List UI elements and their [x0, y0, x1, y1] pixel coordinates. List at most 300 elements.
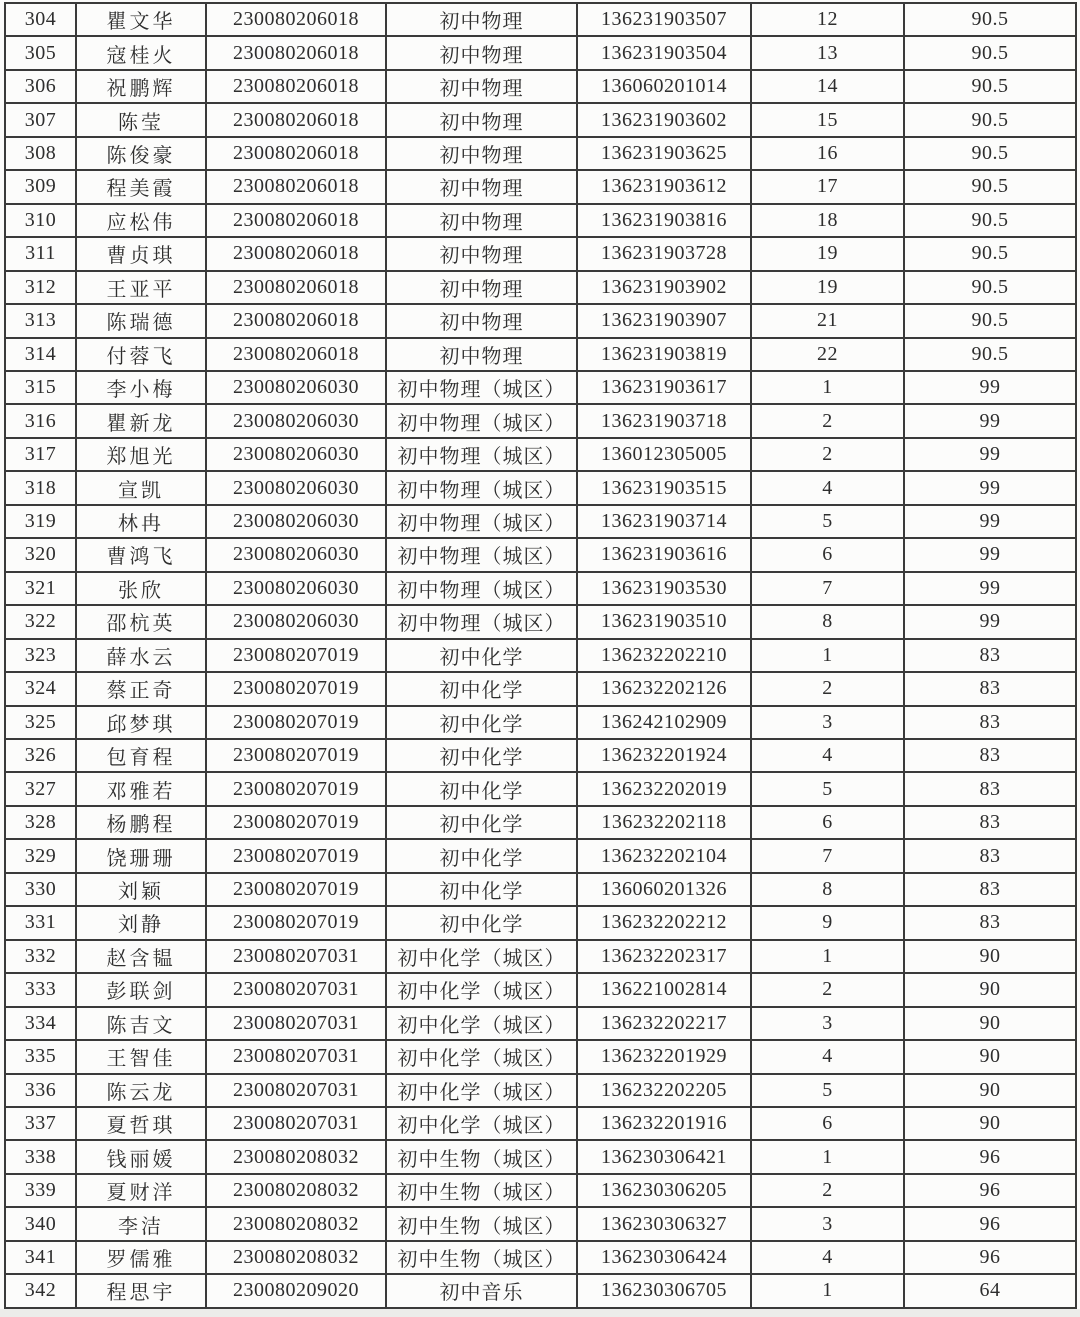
table-row [5, 772, 1076, 805]
cell-seq: 304 [5, 3, 76, 36]
cell-name: 邓雅若 [76, 772, 206, 805]
table-row [5, 404, 1076, 437]
cell-position-code: 230080206018 [206, 271, 386, 304]
cell-seq: 305 [5, 36, 76, 69]
cell-exam-number: 136232202317 [577, 940, 751, 973]
table-row [5, 438, 1076, 471]
table-row [5, 1207, 1076, 1240]
cell-subject: 初中物理 [386, 103, 577, 136]
cell-seq: 316 [5, 404, 76, 437]
cell-score: 99 [904, 572, 1076, 605]
table-row [5, 170, 1076, 203]
cell-subject: 初中化学 [386, 906, 577, 939]
table-row [5, 70, 1076, 103]
cell-rank: 8 [751, 873, 904, 906]
cell-name: 杨鹏程 [76, 806, 206, 839]
cell-score: 96 [904, 1140, 1076, 1173]
cell-seq: 326 [5, 739, 76, 772]
table-row [5, 304, 1076, 337]
cell-score: 99 [904, 505, 1076, 538]
cell-score: 83 [904, 806, 1076, 839]
cell-rank: 21 [751, 304, 904, 337]
cell-rank: 1 [751, 639, 904, 672]
cell-position-code: 230080206030 [206, 538, 386, 571]
cell-rank: 4 [751, 1040, 904, 1073]
cell-score: 99 [904, 438, 1076, 471]
cell-exam-number: 136012305005 [577, 438, 751, 471]
cell-seq: 315 [5, 371, 76, 404]
cell-exam-number: 136230306205 [577, 1174, 751, 1207]
cell-position-code: 230080206018 [206, 204, 386, 237]
cell-exam-number: 136232202217 [577, 1007, 751, 1040]
cell-rank: 2 [751, 1174, 904, 1207]
cell-position-code: 230080206018 [206, 36, 386, 69]
cell-score: 90 [904, 1040, 1076, 1073]
cell-position-code: 230080208032 [206, 1140, 386, 1173]
table-row [5, 471, 1076, 504]
cell-seq: 321 [5, 572, 76, 605]
cell-exam-number: 136232201929 [577, 1040, 751, 1073]
table-row [5, 572, 1076, 605]
table-row [5, 538, 1076, 571]
cell-exam-number: 136231903510 [577, 605, 751, 638]
cell-score: 83 [904, 739, 1076, 772]
page-bottom-margin [0, 1309, 1080, 1317]
cell-position-code: 230080206018 [206, 170, 386, 203]
cell-position-code: 230080206018 [206, 237, 386, 270]
cell-score: 64 [904, 1274, 1076, 1307]
cell-rank: 1 [751, 371, 904, 404]
cell-subject: 初中物理（城区） [386, 471, 577, 504]
cell-rank: 3 [751, 1207, 904, 1240]
cell-score: 90 [904, 1007, 1076, 1040]
cell-name: 李洁 [76, 1207, 206, 1240]
cell-name: 应松伟 [76, 204, 206, 237]
cell-subject: 初中物理 [386, 137, 577, 170]
cell-name: 寇桂火 [76, 36, 206, 69]
cell-subject: 初中音乐 [386, 1274, 577, 1307]
cell-exam-number: 136231903816 [577, 204, 751, 237]
cell-rank: 16 [751, 137, 904, 170]
table-row [5, 806, 1076, 839]
cell-name: 罗儒雅 [76, 1241, 206, 1274]
cell-subject: 初中物理 [386, 271, 577, 304]
cell-rank: 8 [751, 605, 904, 638]
cell-exam-number: 136232202212 [577, 906, 751, 939]
cell-subject: 初中物理 [386, 170, 577, 203]
cell-rank: 2 [751, 672, 904, 705]
table-row [5, 271, 1076, 304]
cell-name: 陈莹 [76, 103, 206, 136]
cell-score: 99 [904, 371, 1076, 404]
cell-seq: 328 [5, 806, 76, 839]
cell-subject: 初中生物（城区） [386, 1174, 577, 1207]
cell-name: 王智佳 [76, 1040, 206, 1073]
cell-rank: 6 [751, 538, 904, 571]
cell-seq: 335 [5, 1040, 76, 1073]
cell-seq: 320 [5, 538, 76, 571]
cell-exam-number: 136231903612 [577, 170, 751, 203]
cell-position-code: 230080207019 [206, 906, 386, 939]
cell-subject: 初中物理 [386, 3, 577, 36]
cell-rank: 6 [751, 1107, 904, 1140]
cell-exam-number: 136230306424 [577, 1241, 751, 1274]
cell-exam-number: 136231903602 [577, 103, 751, 136]
cell-seq: 319 [5, 505, 76, 538]
table-row [5, 906, 1076, 939]
cell-score: 90.5 [904, 304, 1076, 337]
cell-position-code: 230080206030 [206, 438, 386, 471]
cell-score: 90.5 [904, 70, 1076, 103]
table-row [5, 940, 1076, 973]
cell-position-code: 230080207031 [206, 1007, 386, 1040]
cell-name: 邵杭英 [76, 605, 206, 638]
cell-seq: 312 [5, 271, 76, 304]
cell-exam-number: 136231903530 [577, 572, 751, 605]
cell-name: 祝鹏辉 [76, 70, 206, 103]
cell-subject: 初中物理（城区） [386, 505, 577, 538]
cell-score: 96 [904, 1241, 1076, 1274]
cell-exam-number: 136231903819 [577, 338, 751, 371]
cell-subject: 初中生物（城区） [386, 1140, 577, 1173]
cell-position-code: 230080207019 [206, 706, 386, 739]
cell-subject: 初中化学（城区） [386, 940, 577, 973]
table-row [5, 1074, 1076, 1107]
cell-rank: 2 [751, 404, 904, 437]
cell-seq: 337 [5, 1107, 76, 1140]
table-row [5, 204, 1076, 237]
table-row [5, 338, 1076, 371]
cell-score: 90 [904, 1074, 1076, 1107]
cell-position-code: 230080207019 [206, 873, 386, 906]
cell-exam-number: 136231903902 [577, 271, 751, 304]
cell-rank: 7 [751, 572, 904, 605]
cell-position-code: 230080208032 [206, 1207, 386, 1240]
cell-position-code: 230080207031 [206, 973, 386, 1006]
cell-seq: 314 [5, 338, 76, 371]
cell-rank: 1 [751, 940, 904, 973]
cell-name: 陈瑞德 [76, 304, 206, 337]
cell-position-code: 230080207031 [206, 1040, 386, 1073]
cell-score: 90.5 [904, 103, 1076, 136]
cell-subject: 初中化学 [386, 739, 577, 772]
cell-exam-number: 136232202126 [577, 672, 751, 705]
cell-name: 饶珊珊 [76, 839, 206, 872]
cell-rank: 7 [751, 839, 904, 872]
cell-rank: 4 [751, 739, 904, 772]
cell-subject: 初中物理（城区） [386, 438, 577, 471]
cell-seq: 338 [5, 1140, 76, 1173]
cell-position-code: 230080206030 [206, 605, 386, 638]
cell-seq: 323 [5, 639, 76, 672]
cell-rank: 3 [751, 1007, 904, 1040]
cell-score: 99 [904, 471, 1076, 504]
cell-exam-number: 136221002814 [577, 973, 751, 1006]
cell-rank: 12 [751, 3, 904, 36]
cell-exam-number: 136231903616 [577, 538, 751, 571]
table-row [5, 1107, 1076, 1140]
cell-name: 陈俊豪 [76, 137, 206, 170]
cell-seq: 331 [5, 906, 76, 939]
cell-subject: 初中化学 [386, 639, 577, 672]
cell-subject: 初中化学（城区） [386, 1007, 577, 1040]
cell-rank: 9 [751, 906, 904, 939]
cell-score: 96 [904, 1174, 1076, 1207]
table-row [5, 1007, 1076, 1040]
cell-score: 90.5 [904, 36, 1076, 69]
cell-seq: 339 [5, 1174, 76, 1207]
cell-name: 曹贞琪 [76, 237, 206, 270]
cell-subject: 初中化学 [386, 873, 577, 906]
cell-name: 程思宇 [76, 1274, 206, 1307]
cell-position-code: 230080207031 [206, 940, 386, 973]
cell-score: 90.5 [904, 3, 1076, 36]
cell-seq: 333 [5, 973, 76, 1006]
cell-score: 99 [904, 404, 1076, 437]
cell-score: 90.5 [904, 237, 1076, 270]
cell-subject: 初中物理 [386, 204, 577, 237]
cell-exam-number: 136231903714 [577, 505, 751, 538]
cell-name: 蔡正奇 [76, 672, 206, 705]
cell-seq: 330 [5, 873, 76, 906]
table-row [5, 36, 1076, 69]
cell-exam-number: 136231903907 [577, 304, 751, 337]
cell-score: 90.5 [904, 170, 1076, 203]
cell-rank: 4 [751, 1241, 904, 1274]
cell-subject: 初中生物（城区） [386, 1207, 577, 1240]
cell-position-code: 230080206018 [206, 70, 386, 103]
cell-score: 83 [904, 706, 1076, 739]
cell-rank: 13 [751, 36, 904, 69]
table-row [5, 739, 1076, 772]
table-row [5, 873, 1076, 906]
cell-seq: 341 [5, 1241, 76, 1274]
cell-seq: 324 [5, 672, 76, 705]
cell-name: 彭联剑 [76, 973, 206, 1006]
cell-subject: 初中化学（城区） [386, 1107, 577, 1140]
cell-subject: 初中化学 [386, 706, 577, 739]
cell-rank: 5 [751, 772, 904, 805]
cell-position-code: 230080207031 [206, 1107, 386, 1140]
cell-seq: 306 [5, 70, 76, 103]
cell-exam-number: 136230306327 [577, 1207, 751, 1240]
table-row [5, 505, 1076, 538]
cell-seq: 340 [5, 1207, 76, 1240]
cell-subject: 初中物理（城区） [386, 404, 577, 437]
table-row [5, 605, 1076, 638]
cell-position-code: 230080207019 [206, 806, 386, 839]
cell-score: 83 [904, 672, 1076, 705]
cell-name: 郑旭光 [76, 438, 206, 471]
cell-exam-number: 136231903625 [577, 137, 751, 170]
cell-subject: 初中物理（城区） [386, 371, 577, 404]
cell-rank: 1 [751, 1274, 904, 1307]
cell-exam-number: 136232202019 [577, 772, 751, 805]
cell-position-code: 230080206030 [206, 505, 386, 538]
cell-score: 90.5 [904, 137, 1076, 170]
cell-name: 王亚平 [76, 271, 206, 304]
cell-score: 96 [904, 1207, 1076, 1240]
cell-exam-number: 136231903728 [577, 237, 751, 270]
cell-name: 程美霞 [76, 170, 206, 203]
cell-subject: 初中化学 [386, 672, 577, 705]
cell-subject: 初中化学（城区） [386, 1040, 577, 1073]
cell-score: 83 [904, 906, 1076, 939]
cell-subject: 初中物理 [386, 338, 577, 371]
cell-seq: 313 [5, 304, 76, 337]
cell-seq: 311 [5, 237, 76, 270]
cell-rank: 15 [751, 103, 904, 136]
cell-exam-number: 136060201014 [577, 70, 751, 103]
cell-seq: 318 [5, 471, 76, 504]
cell-score: 83 [904, 639, 1076, 672]
cell-position-code: 230080207031 [206, 1074, 386, 1107]
cell-subject: 初中物理 [386, 70, 577, 103]
table-row [5, 371, 1076, 404]
table-row [5, 639, 1076, 672]
cell-position-code: 230080206018 [206, 304, 386, 337]
exam-result-table-body [5, 3, 1076, 1308]
cell-exam-number: 136232201916 [577, 1107, 751, 1140]
cell-subject: 初中物理 [386, 36, 577, 69]
cell-rank: 5 [751, 1074, 904, 1107]
table-row [5, 1174, 1076, 1207]
cell-exam-number: 136231903718 [577, 404, 751, 437]
cell-exam-number: 136242102909 [577, 706, 751, 739]
cell-subject: 初中物理（城区） [386, 572, 577, 605]
cell-seq: 309 [5, 170, 76, 203]
cell-name: 陈吉文 [76, 1007, 206, 1040]
cell-seq: 322 [5, 605, 76, 638]
cell-name: 陈云龙 [76, 1074, 206, 1107]
cell-score: 90.5 [904, 204, 1076, 237]
cell-score: 83 [904, 839, 1076, 872]
cell-name: 刘静 [76, 906, 206, 939]
cell-score: 83 [904, 772, 1076, 805]
cell-position-code: 230080208032 [206, 1241, 386, 1274]
cell-score: 90.5 [904, 271, 1076, 304]
table-row [5, 1274, 1076, 1307]
cell-subject: 初中化学 [386, 772, 577, 805]
cell-rank: 6 [751, 806, 904, 839]
exam-result-table [4, 2, 1077, 1309]
cell-exam-number: 136232202205 [577, 1074, 751, 1107]
table-row [5, 1140, 1076, 1173]
table-row [5, 137, 1076, 170]
cell-name: 付蓉飞 [76, 338, 206, 371]
table-row [5, 672, 1076, 705]
cell-seq: 332 [5, 940, 76, 973]
cell-name: 瞿新龙 [76, 404, 206, 437]
cell-seq: 317 [5, 438, 76, 471]
cell-name: 李小梅 [76, 371, 206, 404]
cell-rank: 22 [751, 338, 904, 371]
cell-position-code: 230080206030 [206, 371, 386, 404]
cell-score: 99 [904, 605, 1076, 638]
cell-seq: 308 [5, 137, 76, 170]
cell-position-code: 230080206030 [206, 572, 386, 605]
cell-name: 宣凯 [76, 471, 206, 504]
cell-exam-number: 136231903504 [577, 36, 751, 69]
cell-position-code: 230080207019 [206, 672, 386, 705]
cell-position-code: 230080207019 [206, 772, 386, 805]
cell-exam-number: 136232201924 [577, 739, 751, 772]
cell-position-code: 230080206018 [206, 338, 386, 371]
cell-subject: 初中生物（城区） [386, 1241, 577, 1274]
cell-subject: 初中化学 [386, 839, 577, 872]
table-row [5, 973, 1076, 1006]
cell-name: 瞿文华 [76, 3, 206, 36]
cell-exam-number: 136232202210 [577, 639, 751, 672]
cell-rank: 2 [751, 973, 904, 1006]
cell-seq: 310 [5, 204, 76, 237]
cell-rank: 3 [751, 706, 904, 739]
cell-exam-number: 136231903515 [577, 471, 751, 504]
cell-subject: 初中物理（城区） [386, 538, 577, 571]
cell-position-code: 230080206018 [206, 3, 386, 36]
cell-seq: 342 [5, 1274, 76, 1307]
cell-subject: 初中物理 [386, 304, 577, 337]
cell-rank: 14 [751, 70, 904, 103]
cell-exam-number: 136060201326 [577, 873, 751, 906]
cell-name: 刘颖 [76, 873, 206, 906]
cell-name: 夏哲琪 [76, 1107, 206, 1140]
cell-subject: 初中物理 [386, 237, 577, 270]
cell-rank: 19 [751, 237, 904, 270]
cell-name: 张欣 [76, 572, 206, 605]
cell-score: 90 [904, 1107, 1076, 1140]
cell-subject: 初中物理（城区） [386, 605, 577, 638]
table-row [5, 103, 1076, 136]
cell-rank: 2 [751, 438, 904, 471]
table-row [5, 1241, 1076, 1274]
cell-exam-number: 136230306705 [577, 1274, 751, 1307]
cell-exam-number: 136231903507 [577, 3, 751, 36]
cell-position-code: 230080206030 [206, 404, 386, 437]
cell-position-code: 230080206030 [206, 471, 386, 504]
cell-name: 包育程 [76, 739, 206, 772]
cell-position-code: 230080206018 [206, 137, 386, 170]
cell-name: 钱丽媛 [76, 1140, 206, 1173]
cell-position-code: 230080209020 [206, 1274, 386, 1307]
cell-exam-number: 136232202118 [577, 806, 751, 839]
cell-position-code: 230080208032 [206, 1174, 386, 1207]
cell-rank: 5 [751, 505, 904, 538]
cell-rank: 17 [751, 170, 904, 203]
table-row [5, 1040, 1076, 1073]
cell-score: 83 [904, 873, 1076, 906]
cell-position-code: 230080207019 [206, 639, 386, 672]
table-row [5, 3, 1076, 36]
cell-seq: 334 [5, 1007, 76, 1040]
cell-seq: 325 [5, 706, 76, 739]
cell-rank: 4 [751, 471, 904, 504]
cell-name: 曹鸿飞 [76, 538, 206, 571]
cell-position-code: 230080206018 [206, 103, 386, 136]
cell-name: 邱梦琪 [76, 706, 206, 739]
cell-position-code: 230080207019 [206, 739, 386, 772]
cell-seq: 307 [5, 103, 76, 136]
cell-exam-number: 136231903617 [577, 371, 751, 404]
cell-name: 赵含韫 [76, 940, 206, 973]
cell-name: 夏财洋 [76, 1174, 206, 1207]
cell-exam-number: 136230306421 [577, 1140, 751, 1173]
cell-subject: 初中化学（城区） [386, 1074, 577, 1107]
cell-rank: 18 [751, 204, 904, 237]
cell-position-code: 230080207019 [206, 839, 386, 872]
cell-rank: 1 [751, 1140, 904, 1173]
cell-exam-number: 136232202104 [577, 839, 751, 872]
